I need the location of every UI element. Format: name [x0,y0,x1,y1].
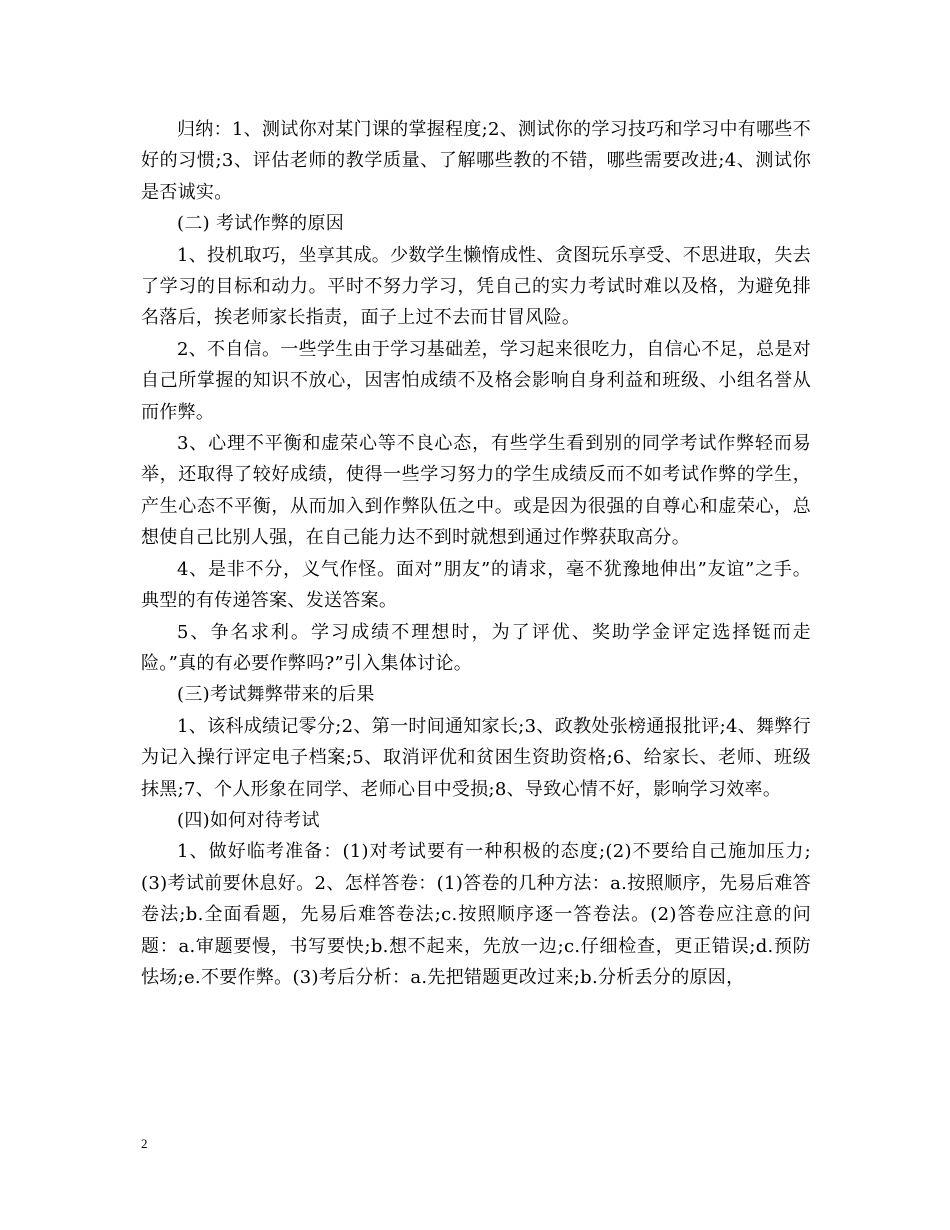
paragraph-summary: 归纳：1、测试你对某门课的掌握程度;2、测试你的学习技巧和学习中有哪些不好的习惯;3、评估老师的教学质量、了解哪些教的不错，哪些需要改进;4、测试你是否诚实。 [141,119,811,203]
paragraph-reason-4: 4、是非不分，义气作怪。面对”朋友”的请求，毫不犹豫地伸出”友谊”之手。典型的有传递答案、发送答案。 [141,558,811,612]
paragraph-reason-2: 2、不自信。一些学生由于学习基础差，学习起来很吃力，自信心不足，总是对自己所掌握的知识不放心，因害怕成绩不及格会影响自身利益和班级、小组名誉从而作弊。 [141,338,811,423]
paragraph-consequences: 1、该科成绩记零分;2、第一时间通知家长;3、政教处张榜通报批评;4、舞弊行为记入操行评定电子档案;5、取消评优和贫困生资助资格;6、给家长、老师、班级抹黑;7、个人形象在同学、老师心目中受损;8、导致心情不好，影响学习效率。 [141,715,811,800]
page-number: 2 [141,1136,148,1151]
section-heading-consequences: (三)考试舞弊带来的后果 [177,684,375,706]
paragraph-reason-3: 3、心理不平衡和虚荣心等不良心态，有些学生看到别的同学考试作弊轻而易举，还取得了较好成绩，使得一些学习努力的学生成绩反而不如考试作弊的学生，产生心态不平衡，从而加入到作弊队伍之中。或是因为很强的自尊心和虚荣心，总想使自己比别人强，在自己能力达不到时就想到通过作弊获取高分。 [141,433,811,549]
section-heading-how-to-treat-exams: (四)如何对待考试 [177,809,320,831]
section-heading-cheating-reasons: (二) 考试作弊的原因 [177,213,345,235]
paragraph-exam-preparation: 1、做好临考准备：(1)对考试要有一种积极的态度;(2)不要给自己施加压力;(3)考试前要休息好。2、怎样答卷：(1)答卷的几种方法：a.按照顺序，先易后难答卷法;b.全面看题，先易后难答卷法;c.按照顺序逐一答卷法。(2)答卷应注意的问题：a.审题要慢，书写要快;b.想不起来，先放一边;c.仔细检查，更正错误;d.预防怯场;e.不要作弊。(3)考后分析：a.先把错题更改过来;b.分析丢分的原因， [141,841,811,988]
paragraph-reason-1: 1、投机取巧，坐享其成。少数学生懒惰成性、贪图玩乐享受、不思进取，失去了学习的目标和动力。平时不努力学习，凭自己的实力考试时难以及格，为避免排名落后，挨老师家长指责，面子上过不去而甘冒风险。 [141,244,811,329]
document-body [141,114,811,993]
paragraph-reason-5: 5、争名求利。学习成绩不理想时，为了评优、奖助学金评定选择铤而走险。”真的有必要作弊吗?”引入集体讨论。 [141,621,811,674]
